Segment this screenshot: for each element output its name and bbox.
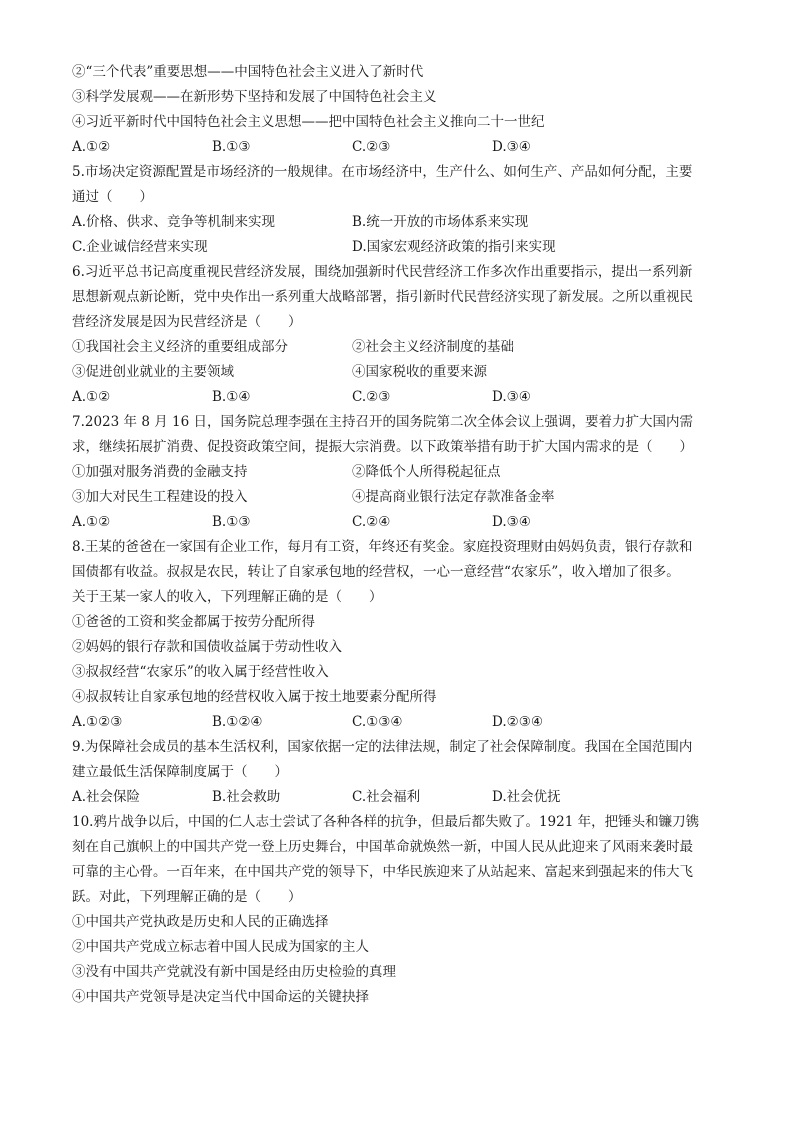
question-line: 10.鸦片战争以后，中国的仁人志士尝试了各种各样的抗争，但最后都失败了。1921 年，把锤头和镰刀镌 [72,814,700,830]
pre-options [72,135,722,160]
question-5 [72,160,722,260]
question-line: 7.2023 年 8 月 16 日，国务院总理李强在主持召开的国务院第二次全体会议上强调，要着力扩大国内需 [72,414,693,430]
option-a: A.①② [72,389,111,405]
item-3: ③促进创业就业的主要领域 [72,364,234,380]
options-row [72,785,722,810]
option-c: C.社会福利 [352,789,421,805]
question-line: 5.市场决定资源配置是市场经济的一般规律。在市场经济中，生产什么、如何生产、产品如何分配，主要 [72,164,693,180]
options-row [72,235,722,260]
option-b: B.社会救助 [212,789,281,805]
items-row [72,335,722,360]
option-d: D.③④ [492,139,531,155]
question-line: 建立最低生活保障制度属于（ ） [72,764,288,780]
item-2: ②社会主义经济制度的基础 [352,339,514,355]
question-8 [72,535,722,735]
option-d: D.国家宏观经济政策的指引来实现 [352,239,556,255]
option-a: A.①② [72,514,111,530]
question-line: ③叔叔经营“农家乐”的收入属于经营性收入 [72,664,329,680]
question-line: ③没有中国共产党就没有新中国是经由历史检验的真理 [72,964,396,980]
item-4: ④提高商业银行法定存款准备金率 [352,489,555,505]
question-10 [72,810,722,1010]
question-line: 8.王某的爸爸在一家国有企业工作，每月有工资，年终还有奖金。家庭投资理财由妈妈负责，银行存款和 [72,539,693,555]
question-line: 求，继续拓展扩消费、促投资政策空间，提振大宗消费。以下政策举措有助于扩大国内需求的是（ ） [72,439,693,455]
question-line: 6.习近平总书记高度重视民营经济发展，围绕加强新时代民营经济工作多次作出重要指示，提出一系列新 [72,264,693,280]
pre-line-1: ②“三个代表”重要思想——中国特色社会主义进入了新时代 [72,64,424,80]
item-4: ④国家税收的重要来源 [352,364,487,380]
option-d: D.②③④ [492,714,543,730]
question-line: 关于王某一家人的收入，下列理解正确的是（ ） [72,589,383,605]
question-line: 可靠的主心骨。一百年来，在中国共产党的领导下，中华民族迎来了从站起来、富起来到强起来的伟大飞 [72,864,693,880]
options-row [72,385,722,410]
question-line: 营经济发展是因为民营经济是（ ） [72,314,302,330]
pre-line-3: ④习近平新时代中国特色社会主义思想——把中国特色社会主义推向二十一世纪 [72,114,545,130]
option-b: B.①③ [212,139,251,155]
question-line: 思想新观点新论断，党中央作出一系列重大战略部署，指引新时代民营经济实现了新发展。之所以重视民 [72,289,693,305]
question-line: ②中国共产党成立标志着中国人民成为国家的主人 [72,939,369,955]
option-c: C.②③ [352,389,391,405]
option-a: A.①② [72,139,111,155]
option-b: B.①④ [212,389,251,405]
option-d: D.社会优抚 [492,789,561,805]
option-d: D.③④ [492,514,531,530]
question-line: 刻在自己旗帜上的中国共产党一登上历史舞台，中国革命就焕然一新，中国人民从此迎来了风雨来袭时最 [72,839,693,855]
items-row [72,360,722,385]
options-row [72,210,722,235]
options-row [72,510,722,535]
option-c: C.企业诚信经营来实现 [72,239,208,255]
option-d: D.③④ [492,389,531,405]
question-line: ②妈妈的银行存款和国债收益属于劳动性收入 [72,639,342,655]
option-c: C.①③④ [352,714,403,730]
option-a: A.价格、供求、竞争等机制来实现 [72,214,276,230]
options-row [72,710,722,735]
question-7 [72,410,722,535]
exam-content [72,60,722,1010]
item-2: ②降低个人所得税起征点 [352,464,501,480]
question-line: ①中国共产党执政是历史和人民的正确选择 [72,914,329,930]
question-line: ①爸爸的工资和奖金都属于按劳分配所得 [72,614,315,630]
item-1: ①加强对服务消费的金融支持 [72,464,248,480]
pre-line-2: ③科学发展观——在新形势下坚持和发展了中国特色社会主义 [72,89,437,105]
question-9 [72,735,722,810]
question-line: ④叔叔转让自家承包地的经营权收入属于按土地要素分配所得 [72,689,437,705]
question-line: 通过（ ） [72,189,153,205]
option-b: B.①③ [212,514,251,530]
item-3: ③加大对民生工程建设的投入 [72,489,248,505]
option-a: A.社会保险 [72,789,141,805]
items-row [72,460,722,485]
question-line: 国债都有收益。叔叔是农民，转让了自家承包地的经营权，一心一意经营“农家乐”，收入增加了很多。 [72,564,680,580]
option-c: C.②④ [352,514,391,530]
option-c: C.②③ [352,139,391,155]
option-b: B.①②④ [212,714,263,730]
question-line: ④中国共产党领导是决定当代中国命运的关键抉择 [72,989,369,1005]
question-line: 9.为保障社会成员的基本生活权利，国家依据一定的法律法规，制定了社会保障制度。我国在全国范围内 [72,739,693,755]
question-line: 跃。对此，下列理解正确的是（ ） [72,889,302,905]
items-row [72,485,722,510]
option-a: A.①②③ [72,714,123,730]
question-6 [72,260,722,410]
item-1: ①我国社会主义经济的重要组成部分 [72,339,288,355]
option-b: B.统一开放的市场体系来实现 [352,214,529,230]
